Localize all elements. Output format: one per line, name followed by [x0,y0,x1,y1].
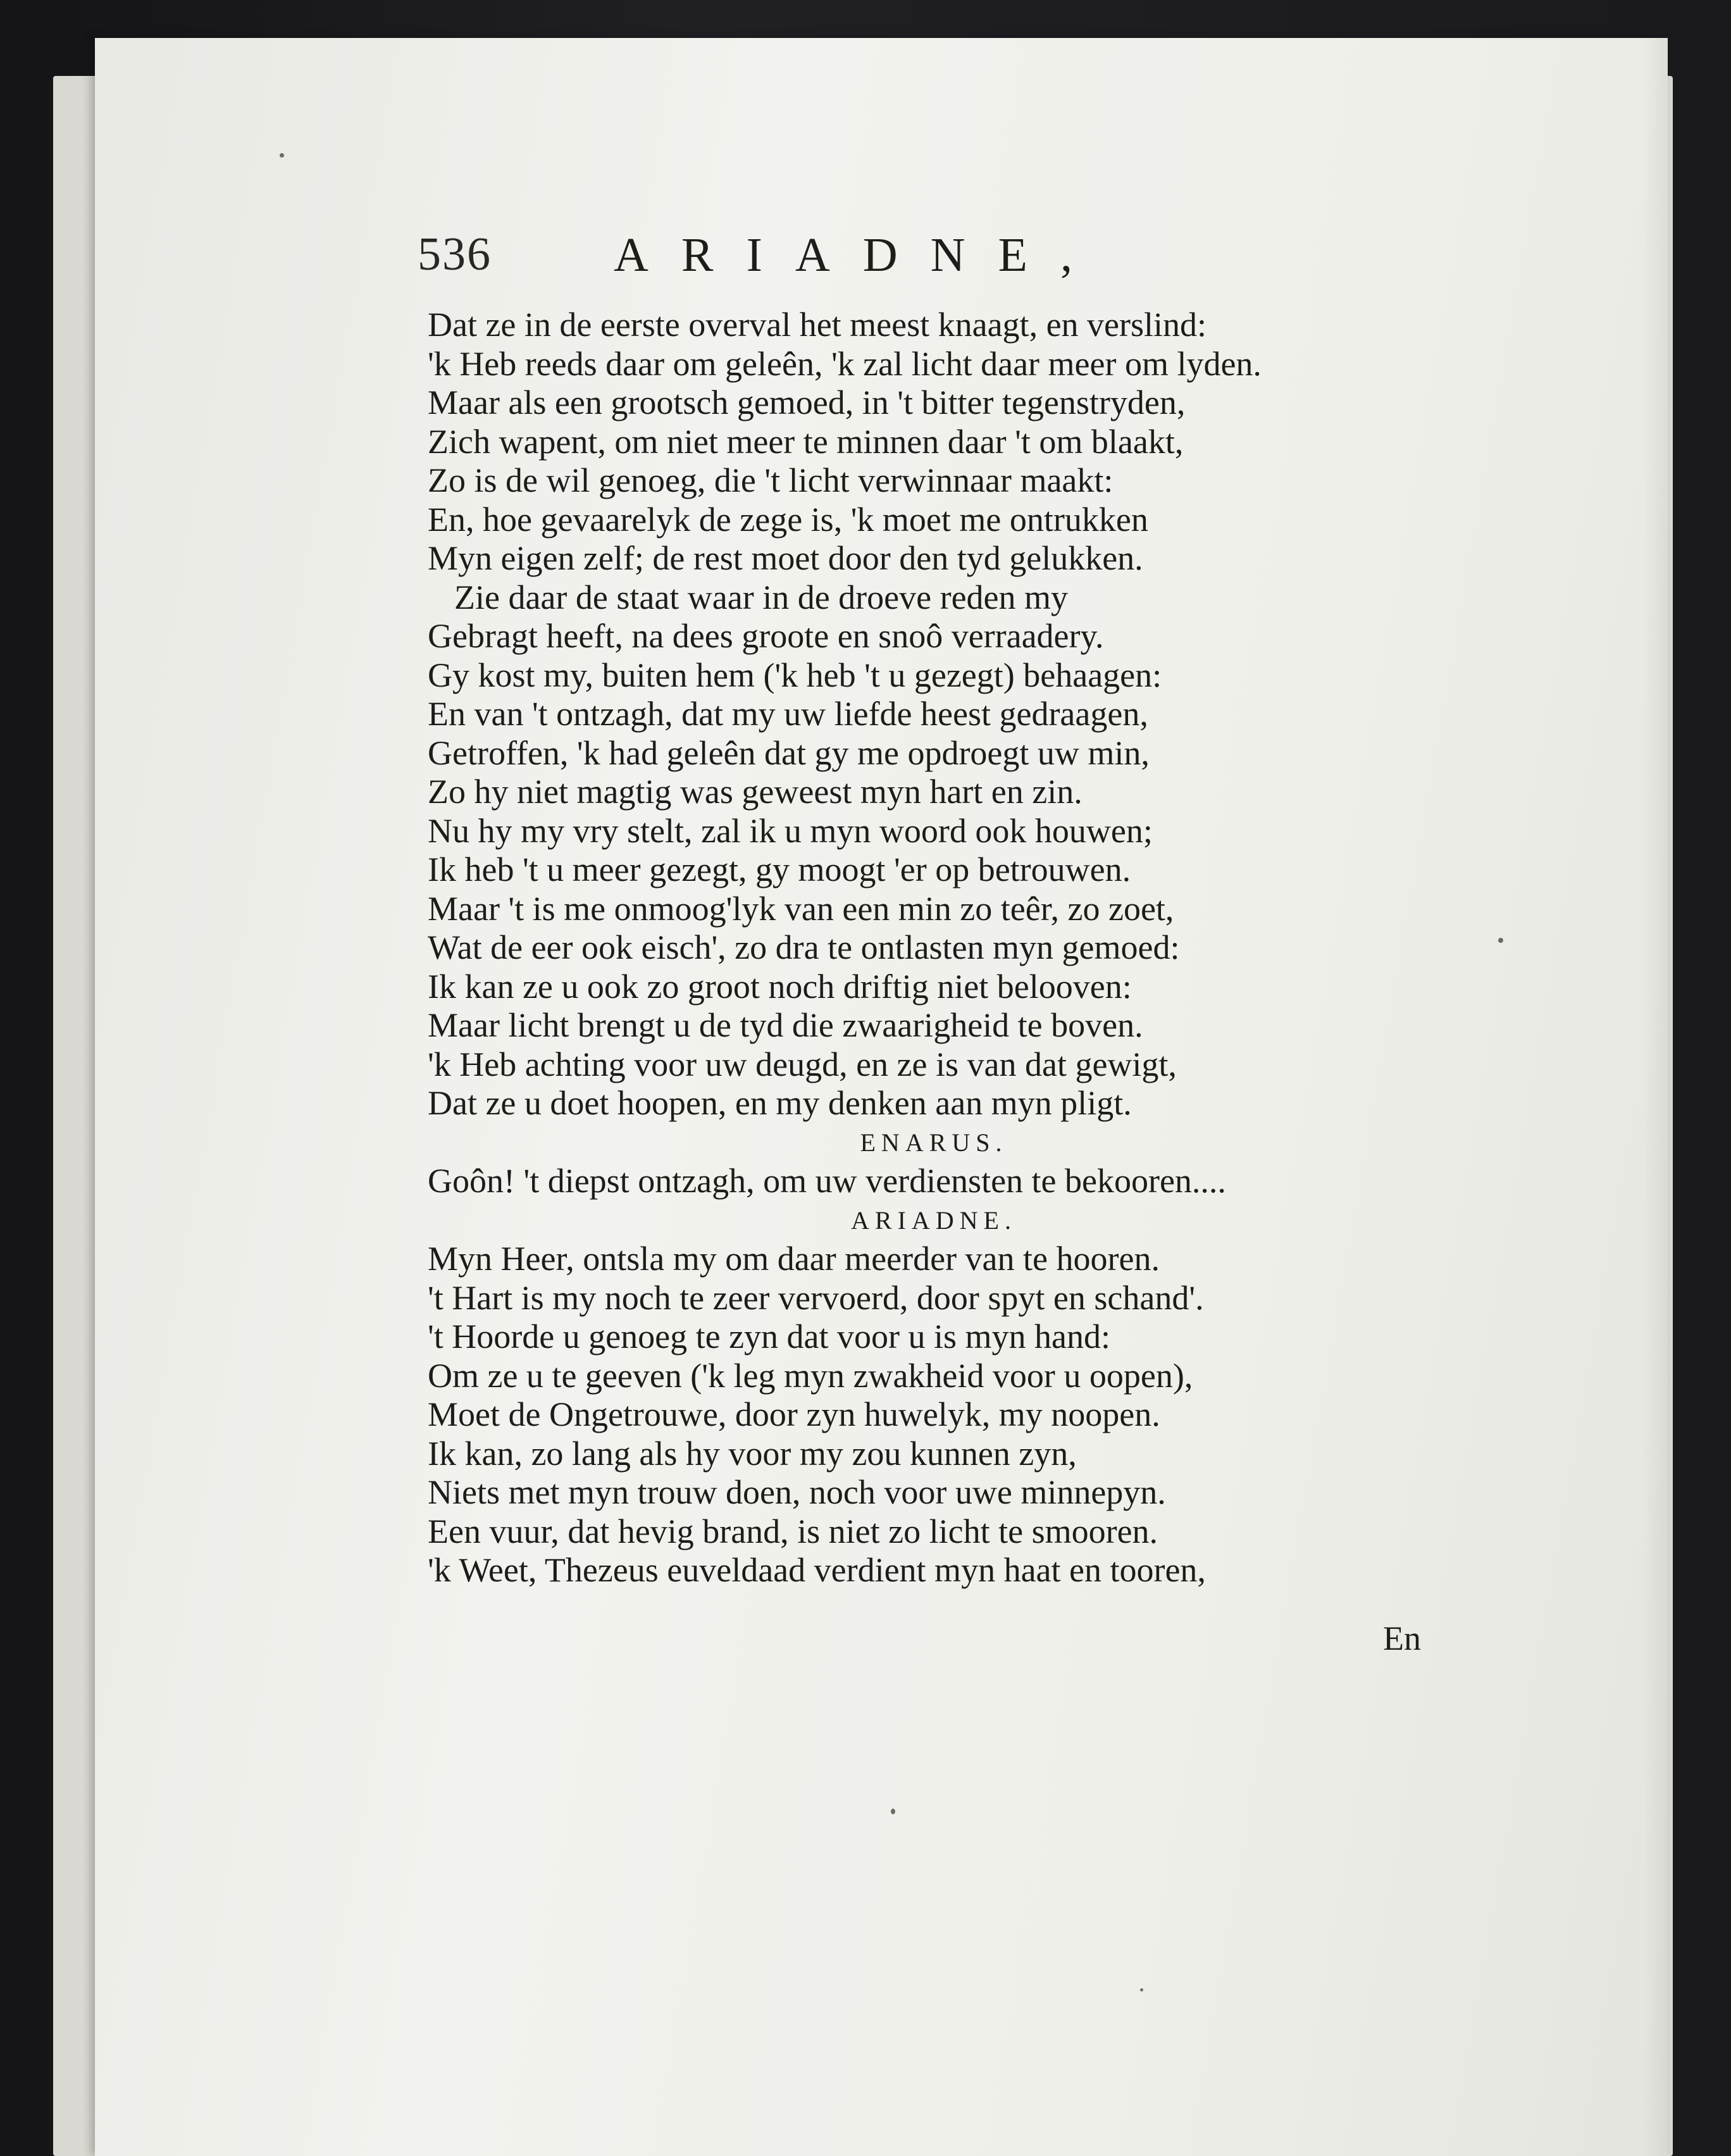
verse-line: Myn Heer, ontsla my om daar meerder van te hooren. [428,1240,1160,1278]
verse-line: Goôn! 't diepst ontzagh, om uw verdiensten te bekooren.... [428,1162,1226,1200]
verse-line: Niets met myn trouw doen, noch voor uwe minnepyn. [428,1473,1166,1511]
verse-line: En van 't ontzagh, dat my uw liefde heest gedraagen, [428,695,1148,733]
paper-speck [1498,938,1503,943]
verse-line: Ik kan ze u ook zo groot noch driftig niet belooven: [428,967,1132,1006]
verse-line: 'k Heb achting voor uw deugd, en ze is van dat gewigt, [428,1045,1177,1083]
verse-line: Gy kost my, buiten hem ('k heb 't u gezegt) behaagen: [428,656,1162,694]
verse-line: Een vuur, dat hevig brand, is niet zo licht te smooren. [428,1512,1158,1550]
verse-line: Om ze u te geeven ('k leg myn zwakheid voor u oopen), [428,1356,1193,1395]
verse-line: 't Hart is my noch te zeer vervoerd, door spyt en schand'. [428,1278,1204,1317]
verse-line: Zo is de wil genoeg, die 't licht verwinnaar maakt: [428,461,1114,499]
verse-line: Ik kan, zo lang als hy voor my zou kunnen zyn, [428,1434,1077,1473]
page-header [418,228,1303,304]
verse-line: Ik heb 't u meer gezegt, gy moogt 'er op betrouwen. [428,851,1131,888]
verse-line: Zo hy niet magtig was geweest myn hart en zin. [428,773,1083,811]
catchword: En [1383,1619,1421,1657]
page-edge-shadow [1642,38,1668,2156]
verse-line: Dat ze u doet hoopen, en my denken aan myn pligt. [428,1084,1132,1122]
paper-speck [1140,1988,1143,1991]
paper-speck [891,1809,895,1814]
verse-line: Maar als een grootsch gemoed, in 't bitter tegenstryden, [428,383,1186,421]
verse-text [428,306,1465,1590]
verse-line: Zich wapent, om niet meer te minnen daar 't om blaakt, [428,422,1184,461]
verse-line: Wat de eer ook eisch', zo dra te ontlasten myn gemoed: [428,928,1180,966]
verse-line: Dat ze in de eerste overval het meest knaagt, en verslind: [428,306,1207,344]
verse-line: Nu hy my vry stelt, zal ik u myn woord ook houwen; [428,811,1153,850]
verse-line: 'k Weet, Thezeus euveldaad verdient myn haat en tooren, [428,1551,1206,1589]
verse-line: Myn eigen zelf; de rest moet door den tyd gelukken. [428,539,1143,577]
verse-line: Maar 't is me onmoog'lyk van een min zo teêr, zo zoet, [428,889,1174,928]
verse-line: Maar licht brengt u de tyd die zwaarigheid te boven. [428,1006,1143,1044]
verse-line: En, hoe gevaarelyk de zege is, 'k moet me ontrukken [428,500,1148,539]
verse-line: 't Hoorde u genoeg te zyn dat voor u is myn hand: [428,1318,1110,1355]
running-title: ARIADNE, [614,228,1105,282]
speaker-heading: ENARUS. [860,1128,1008,1157]
speaker-heading: ARIADNE. [851,1206,1017,1235]
verse-line: Moet de Ongetrouwe, door zyn huwelyk, my noopen. [428,1395,1160,1433]
verse-line: Gebragt heeft, na dees groote en snoô verraadery. [428,617,1104,655]
verse-line: Getroffen, 'k had geleên dat gy me opdroegt uw min, [428,733,1150,772]
verse-line: 'k Heb reeds daar om geleên, 'k zal licht daar meer om lyden. [428,344,1262,383]
page-number: 536 [418,228,492,280]
paper-speck [280,153,284,158]
verse-line: Zie daar de staat waar in de droeve reden my [454,578,1069,616]
